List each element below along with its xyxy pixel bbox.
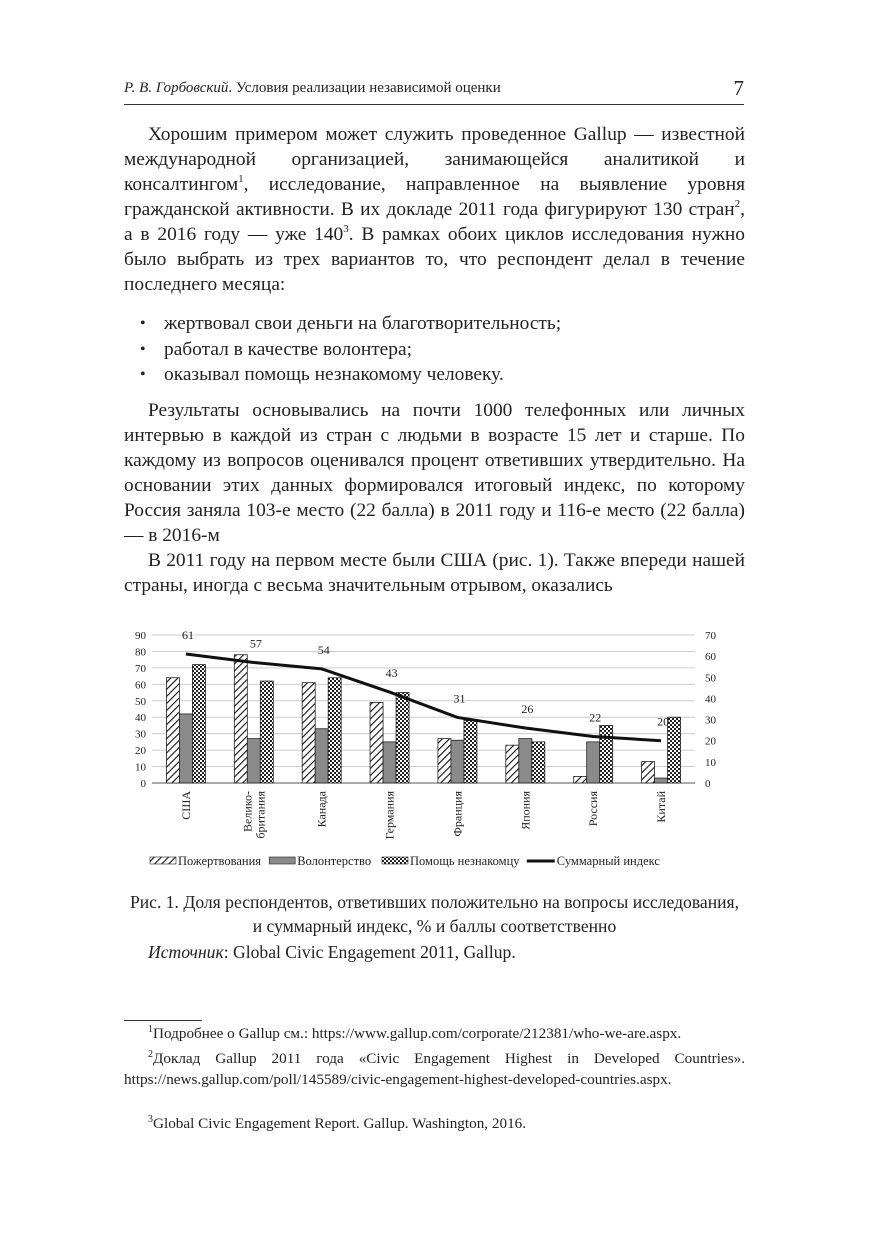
bar-Пожертвования xyxy=(438,739,451,783)
index-line xyxy=(186,654,661,741)
footnote-rule xyxy=(124,1020,202,1021)
data-label: 57 xyxy=(249,636,262,651)
bar-Пожертвования xyxy=(574,776,587,783)
bar-Пожертвования xyxy=(506,745,519,783)
footnote-ref-3[interactable]: 3 xyxy=(343,222,349,235)
bar-Помощь незнакомцу xyxy=(464,721,477,783)
y-right-tick-label: 20 xyxy=(705,735,716,748)
data-label: 20 xyxy=(657,714,670,729)
y-right-tick-label: 70 xyxy=(705,630,716,642)
page-number: 7 xyxy=(733,76,744,100)
bar-Пожертвования xyxy=(370,702,383,783)
x-tick-label-line: Китай xyxy=(654,791,669,823)
data-label: 43 xyxy=(385,666,398,681)
bar-Помощь незнакомцу xyxy=(396,693,409,783)
line-Суммарный индекс xyxy=(186,654,661,741)
x-tick-label xyxy=(518,791,532,830)
bar-Пожертвования xyxy=(642,762,655,783)
bullet-item: • работал в качестве волонтера; xyxy=(140,337,740,363)
x-tick-label xyxy=(240,791,267,839)
bar-Помощь незнакомцу xyxy=(192,665,205,783)
x-tick-label-line: США xyxy=(178,791,193,820)
y-left-tick-label: 50 xyxy=(135,695,146,708)
y-right-tick-label: 40 xyxy=(705,693,716,706)
y-left-tick-label: 80 xyxy=(135,646,146,659)
y-right-tick-label: 0 xyxy=(705,778,711,790)
x-tick-label xyxy=(179,791,193,820)
bar-Пожертвования xyxy=(166,678,179,783)
y-left-tick-label: 60 xyxy=(135,679,146,692)
bar-Волонтерство xyxy=(179,714,192,783)
bar-Волонтерство xyxy=(451,740,464,783)
figure-1-chart xyxy=(120,622,750,882)
paragraph-1 xyxy=(124,122,745,297)
footnote-ref-2[interactable]: 2 xyxy=(734,197,741,210)
running-header xyxy=(124,78,744,105)
para1-part-d: . В рамках обоих циклов исследования нужно было выбрать из трех вариантов то, что респондент делал в течение последнего месяца: xyxy=(124,224,746,295)
x-tick-label xyxy=(383,791,397,840)
data-label: 61 xyxy=(181,628,194,643)
x-tick-label xyxy=(315,790,329,827)
bar-Помощь незнакомцу xyxy=(532,742,545,783)
footnote-text: Global Civic Engagement Report. Gallup. Washington, 2016. xyxy=(153,1115,527,1132)
footnote-1 xyxy=(124,1023,745,1044)
y-right-tick-label: 60 xyxy=(705,651,716,664)
legend-swatch xyxy=(382,857,408,864)
legend-label: Волонтерство xyxy=(297,854,372,868)
data-label: 22 xyxy=(589,710,602,725)
para1-part-a: Хорошим примером может служить проведенное Gallup — известной международной организацией, занимающейся аналитикой и консалтингом xyxy=(124,124,745,195)
header-author: Р. В. Горбовский xyxy=(124,80,229,96)
legend-swatch xyxy=(269,857,295,864)
grid-lines xyxy=(152,635,695,783)
legend-swatch xyxy=(150,857,176,864)
chart-legend xyxy=(150,854,660,868)
bar-Волонтерство xyxy=(247,739,260,783)
paragraph-2 xyxy=(124,398,745,598)
bullet-item: • жертвовал свои деньги на благотворительность; xyxy=(140,311,740,337)
y-left-tick-label: 90 xyxy=(135,630,146,642)
y-right-tick-label: 50 xyxy=(705,672,716,685)
x-tick-label-line: Россия xyxy=(586,791,601,827)
source-text: : Global Civic Engagement 2011, Gallup. xyxy=(223,942,516,962)
bar-Волонтерство xyxy=(519,739,532,783)
header-title: . Условия реализации независимой оценки xyxy=(228,80,501,96)
x-tick-label-line: британия xyxy=(253,791,268,839)
x-tick-label xyxy=(586,791,600,827)
y-left-tick-label: 20 xyxy=(135,745,146,758)
footnote-text: Подробнее о Gallup см.: https://www.gallup.com/corporate/212381/who-we-are.aspx. xyxy=(153,1025,682,1042)
bar-Помощь незнакомцу xyxy=(328,678,341,783)
bar-Волонтерство xyxy=(655,778,668,783)
figure-caption: Рис. 1. Доля респондентов, ответивших положительно на вопросы исследования, и суммарный индекс, % и баллы соответственно xyxy=(129,892,740,936)
footnote-number: 1 xyxy=(148,1023,153,1035)
x-tick-label-line: Япония xyxy=(518,791,533,830)
data-label: 26 xyxy=(521,702,534,717)
legend-label: Помощь незнакомцу xyxy=(410,854,520,868)
y-left-tick-label: 40 xyxy=(135,712,146,725)
footnote-number: 2 xyxy=(148,1048,153,1060)
para3: В 2011 году на первом месте были США (рис. 1). Также впереди нашей страны, иногда с весьма значительным отрывом, оказались xyxy=(124,550,745,596)
y-left-tick-label: 70 xyxy=(135,662,146,675)
bars xyxy=(166,655,680,783)
source-label: Источник xyxy=(148,942,224,962)
bar-Помощь незнакомцу xyxy=(260,681,273,783)
y-right-tick-label: 10 xyxy=(705,756,716,769)
x-tick-label xyxy=(654,790,668,822)
y-left-tick-label: 10 xyxy=(135,761,146,774)
y-left-tick-label: 30 xyxy=(135,728,146,741)
bar-Пожертвования xyxy=(302,683,315,783)
footnote-3 xyxy=(124,1113,745,1134)
data-label: 54 xyxy=(317,642,330,657)
bar-Волонтерство xyxy=(315,729,328,783)
para2: Результаты основывались на почти 1000 телефонных или личных интервью в каждой из стран с людьми в возрасте 15 лет и старше. По каждому из вопросов оценивался процент ответивших утвердительно. На основании этих данных формировался итоговый индекс, по которому Россия заняла 103-е место (22 балла) в 2011 году и 116-е место (22 балла) — в 2016-м xyxy=(124,400,745,546)
bar-Пожертвования xyxy=(234,655,247,783)
y-left-tick-label: 0 xyxy=(140,778,146,790)
x-tick-label-line: Велико- xyxy=(240,791,255,832)
para1-part-c: , а в 2016 году — уже 140 xyxy=(124,199,745,245)
running-title xyxy=(124,80,501,97)
legend-label: Пожертвования xyxy=(178,854,262,868)
para1-part-b: , исследование, направленное на выявление уровня гражданской активности. В их докладе 2011 года фигурируют 130 стран xyxy=(124,174,745,220)
footnote-ref-1[interactable]: 1 xyxy=(238,172,244,185)
x-tick-label-line: Канада xyxy=(314,791,329,828)
data-label: 31 xyxy=(453,691,466,706)
x-tick-label-line: Франция xyxy=(450,791,465,837)
figure-source xyxy=(148,942,516,963)
bullet-item: • оказывал помощь незнакомому человеку. xyxy=(140,362,740,388)
legend-label: Суммарный индекс xyxy=(556,854,660,868)
bullet-list xyxy=(140,311,740,388)
x-tick-label xyxy=(450,791,464,837)
footnote-2 xyxy=(124,1048,745,1090)
bar-Помощь незнакомцу xyxy=(600,725,613,783)
bar-Помощь незнакомцу xyxy=(668,717,681,783)
x-tick-label-line: Германия xyxy=(382,791,397,840)
footnote-text: Доклад Gallup 2011 года «Civic Engagement Highest in Developed Countries». https://news.gallup.com/poll/145589/civic-engagement-highest-developed-countries.aspx. xyxy=(124,1050,745,1088)
footnote-number: 3 xyxy=(148,1113,153,1125)
y-right-tick-label: 30 xyxy=(705,714,716,727)
bar-Волонтерство xyxy=(587,742,600,783)
bar-Волонтерство xyxy=(383,742,396,783)
